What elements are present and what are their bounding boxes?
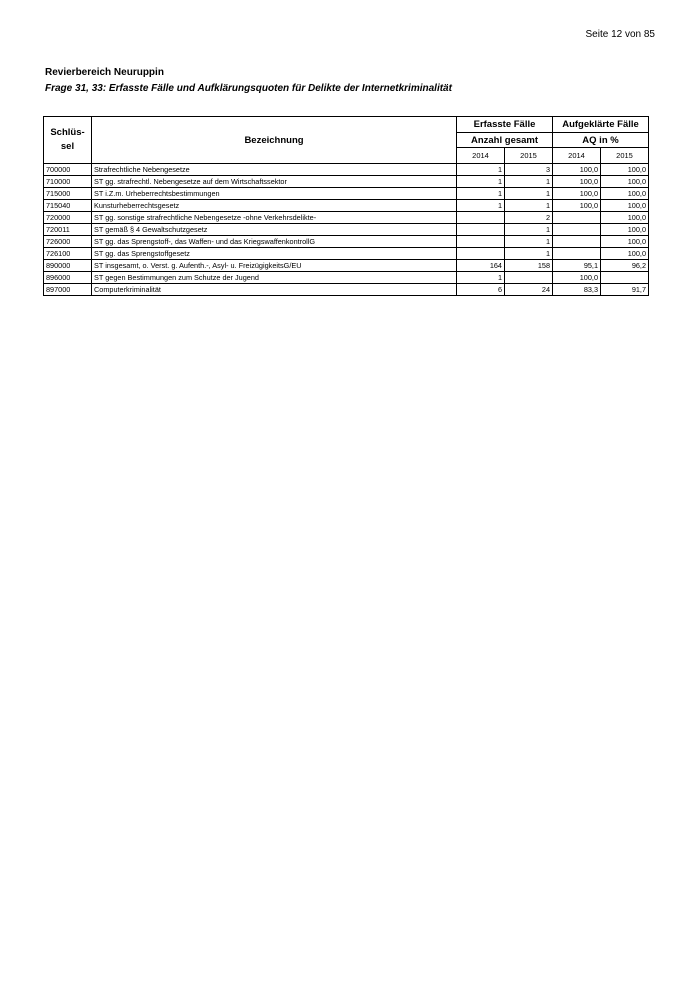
rate-2014-cell: [553, 212, 601, 224]
key-cell: 896000: [44, 272, 92, 284]
table-row: [44, 176, 649, 188]
rate-2014-cell: 100,0: [553, 272, 601, 284]
key-cell: 726100: [44, 248, 92, 260]
rate-2014-cell: 100,0: [553, 176, 601, 188]
rate-2014-cell: 100,0: [553, 164, 601, 176]
description-cell: Strafrechtliche Nebengesetze: [92, 164, 457, 176]
rate-2014-cell: 83,3: [553, 284, 601, 296]
cases-2015-cell: 3: [505, 164, 553, 176]
cases-2015-cell: 1: [505, 200, 553, 212]
table-row: [44, 188, 649, 200]
rate-2014-cell: 100,0: [553, 188, 601, 200]
cases-2015-cell: 1: [505, 248, 553, 260]
cases-2014-cell: 1: [457, 188, 505, 200]
subheader-solved: AQ in %: [553, 133, 649, 148]
column-header-key: Schlüs-sel: [44, 117, 92, 164]
cases-2015-cell: 1: [505, 176, 553, 188]
cases-2014-cell: 1: [457, 200, 505, 212]
cases-2014-cell: 1: [457, 272, 505, 284]
table-row: [44, 284, 649, 296]
year-header: 2015: [505, 148, 553, 164]
key-cell: 726000: [44, 236, 92, 248]
rate-2014-cell: [553, 224, 601, 236]
rate-2014-cell: [553, 248, 601, 260]
table-row: [44, 272, 649, 284]
statistics-table: [43, 116, 649, 296]
description-cell: ST gg. das Sprengstoffgesetz: [92, 248, 457, 260]
key-cell: 700000: [44, 164, 92, 176]
rate-2015-cell: 100,0: [601, 236, 649, 248]
description-cell: ST i.Z.m. Urheberrechtsbestimmungen: [92, 188, 457, 200]
table-row: [44, 224, 649, 236]
key-cell: 715040: [44, 200, 92, 212]
cases-2014-cell: [457, 236, 505, 248]
cases-2015-cell: 1: [505, 188, 553, 200]
cases-2014-cell: 1: [457, 176, 505, 188]
cases-2014-cell: 1: [457, 164, 505, 176]
page-number: Seite 12 von 85: [585, 29, 655, 40]
region-title: Revierbereich Neuruppin: [45, 67, 164, 78]
key-cell: 720000: [44, 212, 92, 224]
group-header-cases: Erfasste Fälle: [457, 117, 553, 133]
description-cell: Kunsturheberrechtsgesetz: [92, 200, 457, 212]
rate-2014-cell: 95,1: [553, 260, 601, 272]
table-row: [44, 248, 649, 260]
column-header-description: Bezeichnung: [92, 117, 457, 164]
table-row: [44, 260, 649, 272]
table-row: [44, 236, 649, 248]
cases-2015-cell: [505, 272, 553, 284]
rate-2015-cell: 100,0: [601, 200, 649, 212]
year-header: 2014: [553, 148, 601, 164]
cases-2014-cell: [457, 224, 505, 236]
description-cell: ST gegen Bestimmungen zum Schutze der Jugend: [92, 272, 457, 284]
rate-2015-cell: 96,2: [601, 260, 649, 272]
subheader-cases: Anzahl gesamt: [457, 133, 553, 148]
description-cell: Computerkriminalität: [92, 284, 457, 296]
rate-2015-cell: 100,0: [601, 164, 649, 176]
description-cell: ST gg. das Sprengstoff-, das Waffen- und das KriegswaffenkontrollG: [92, 236, 457, 248]
rate-2015-cell: 100,0: [601, 176, 649, 188]
description-cell: ST gemäß § 4 Gewaltschutzgesetz: [92, 224, 457, 236]
rate-2015-cell: 91,7: [601, 284, 649, 296]
rate-2014-cell: [553, 236, 601, 248]
cases-2015-cell: 1: [505, 224, 553, 236]
cases-2014-cell: [457, 248, 505, 260]
key-cell: 720011: [44, 224, 92, 236]
rate-2014-cell: 100,0: [553, 200, 601, 212]
cases-2014-cell: 6: [457, 284, 505, 296]
key-cell: 715000: [44, 188, 92, 200]
cases-2015-cell: 1: [505, 236, 553, 248]
group-header-solved: Aufgeklärte Fälle: [553, 117, 649, 133]
key-cell: 890000: [44, 260, 92, 272]
rate-2015-cell: [601, 272, 649, 284]
cases-2014-cell: [457, 212, 505, 224]
cases-2015-cell: 24: [505, 284, 553, 296]
rate-2015-cell: 100,0: [601, 248, 649, 260]
cases-2015-cell: 158: [505, 260, 553, 272]
description-cell: ST gg. strafrechtl. Nebengesetze auf dem Wirtschaftssektor: [92, 176, 457, 188]
document-subtitle: Frage 31, 33: Erfasste Fälle und Aufklärungsquoten für Delikte der Internetkriminalität: [45, 83, 452, 94]
year-header: 2014: [457, 148, 505, 164]
year-header: 2015: [601, 148, 649, 164]
table-row: [44, 200, 649, 212]
cases-2015-cell: 2: [505, 212, 553, 224]
table-row: [44, 164, 649, 176]
rate-2015-cell: 100,0: [601, 212, 649, 224]
description-cell: ST insgesamt, o. Verst. g. Aufenth.-, Asyl- u. FreizügigkeitsG/EU: [92, 260, 457, 272]
key-cell: 710000: [44, 176, 92, 188]
rate-2015-cell: 100,0: [601, 188, 649, 200]
table-row: [44, 212, 649, 224]
rate-2015-cell: 100,0: [601, 224, 649, 236]
key-cell: 897000: [44, 284, 92, 296]
description-cell: ST gg. sonstige strafrechtliche Nebengesetze -ohne Verkehrsdelikte-: [92, 212, 457, 224]
cases-2014-cell: 164: [457, 260, 505, 272]
